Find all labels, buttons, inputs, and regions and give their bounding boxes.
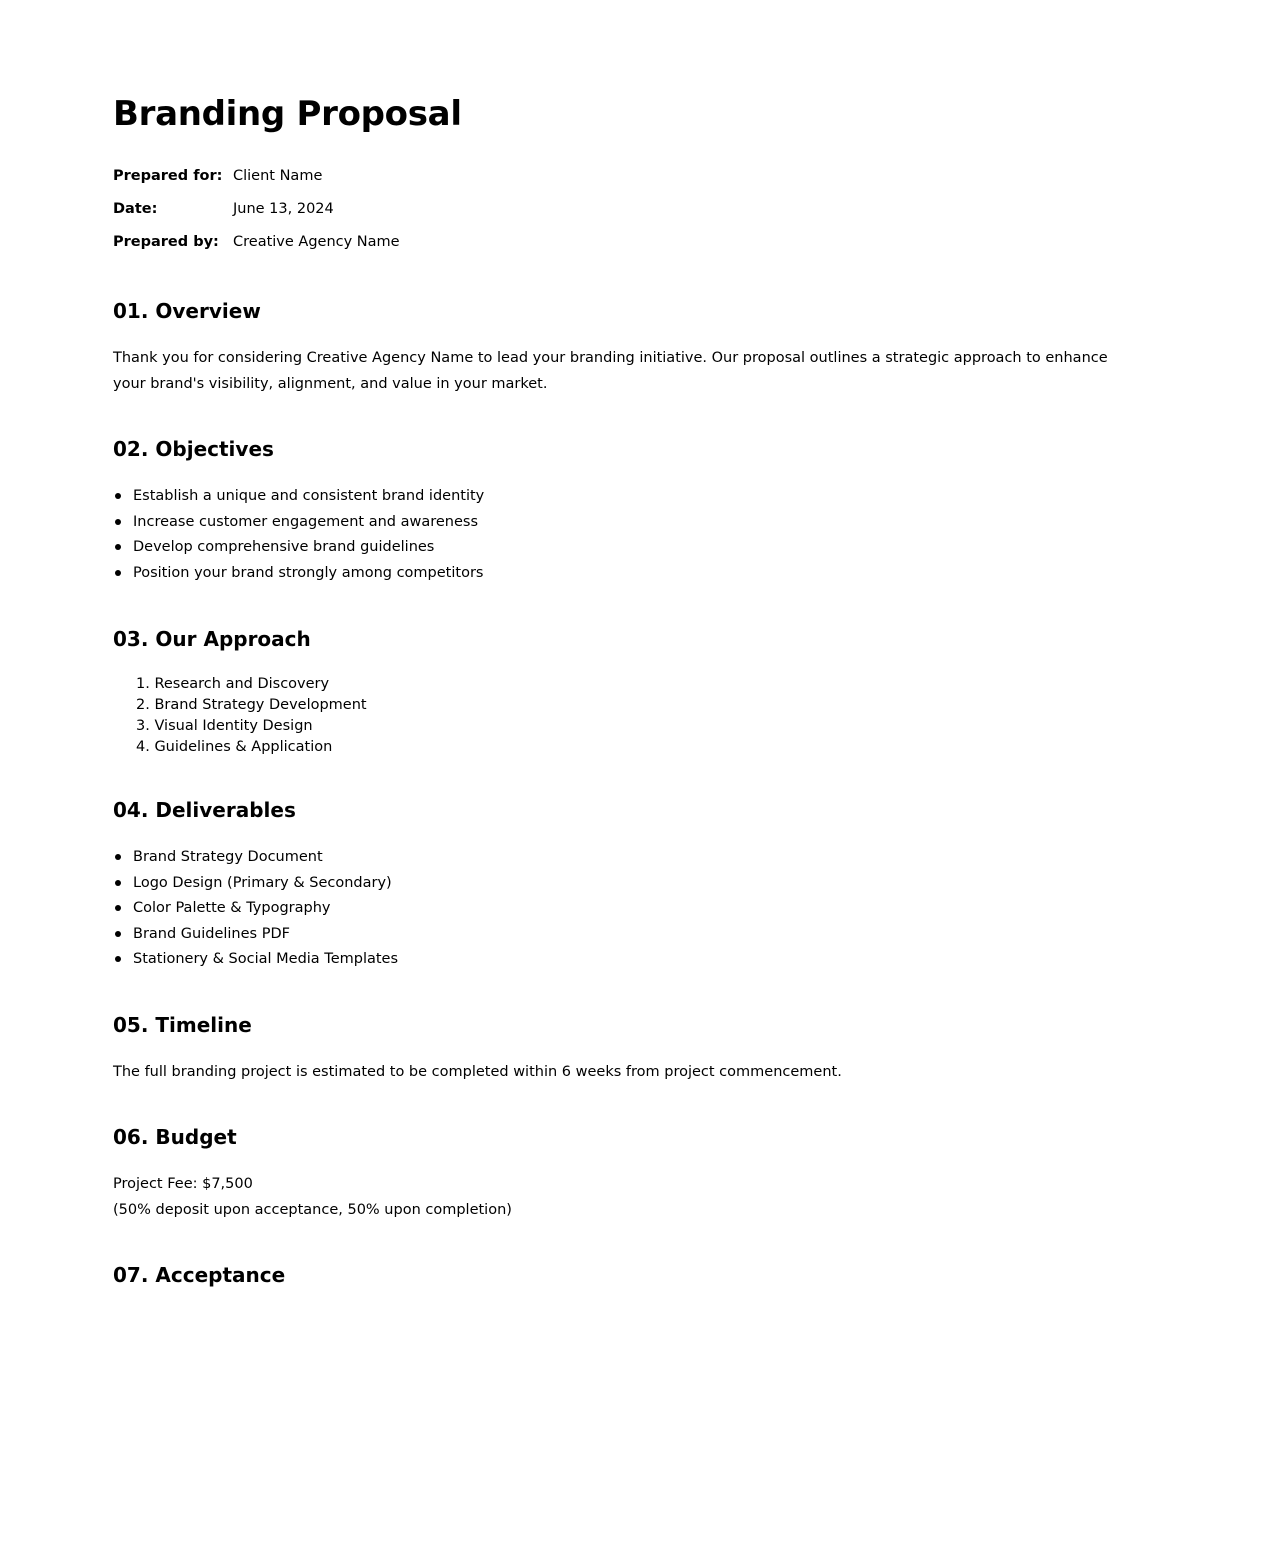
meta-prepared-for <box>113 166 322 186</box>
meta-value: Creative Agency Name <box>233 234 400 250</box>
list-item-text: Develop comprehensive brand guidelines <box>133 539 435 555</box>
timeline-paragraph: The full branding project is estimated to be completed within 6 weeks from project commencement. <box>113 1064 842 1080</box>
list-item: 3. Visual Identity Design <box>136 718 313 734</box>
bullet-icon <box>115 493 121 499</box>
list-item <box>113 898 398 924</box>
meta-date <box>113 199 334 219</box>
section-heading-overview: 01. Overview <box>113 299 261 323</box>
section-heading-deliverables: 04. Deliverables <box>113 798 296 822</box>
list-item-text: Color Palette & Typography <box>133 900 331 916</box>
list-item-text: Brand Strategy Document <box>133 849 323 865</box>
bullet-icon <box>115 905 121 911</box>
list-item <box>113 537 484 563</box>
list-item <box>113 512 484 538</box>
list-item: 4. Guidelines & Application <box>136 739 333 755</box>
bullet-icon <box>115 519 121 525</box>
meta-label: Prepared for: <box>113 168 223 184</box>
objectives-list <box>113 486 484 588</box>
list-item <box>113 949 398 975</box>
list-item: 1. Research and Discovery <box>136 676 330 692</box>
bullet-icon <box>115 570 121 576</box>
list-item: 2. Brand Strategy Development <box>136 697 367 713</box>
budget-terms: (50% deposit upon acceptance, 50% upon completion) <box>113 1202 512 1218</box>
bullet-icon <box>115 854 121 860</box>
bullet-icon <box>115 544 121 550</box>
list-item-text: Increase customer engagement and awareness <box>133 513 479 530</box>
section-heading-approach: 03. Our Approach <box>113 627 311 651</box>
meta-label: Prepared by: <box>113 234 219 250</box>
budget-fee: Project Fee: $7,500 <box>113 1176 253 1192</box>
approach-list <box>113 674 367 758</box>
meta-value: Client Name <box>233 168 323 184</box>
section-heading-budget: 06. Budget <box>113 1125 237 1149</box>
meta-label: Date: <box>113 201 158 217</box>
list-item-text: Brand Guidelines PDF <box>133 925 290 942</box>
list-item <box>113 486 484 512</box>
section-heading-timeline: 05. Timeline <box>113 1013 252 1037</box>
list-item-text: Position your brand strongly among competitors <box>133 564 484 581</box>
document-title: Branding Proposal <box>113 94 462 134</box>
list-item <box>113 563 484 589</box>
bullet-icon <box>115 931 121 937</box>
section-heading-acceptance: 07. Acceptance <box>113 1263 286 1287</box>
bullet-icon <box>115 880 121 886</box>
meta-value: June 13, 2024 <box>233 201 334 217</box>
section-heading-objectives: 02. Objectives <box>113 437 274 461</box>
list-item <box>113 924 398 950</box>
overview-paragraph: Thank you for considering Creative Agency Name to lead your branding initiative. Our proposal outlines a strategic approach to enhance your brand's visibility, alignment, and value in your market. <box>113 350 1108 392</box>
list-item-text: Logo Design (Primary & Secondary) <box>133 874 392 891</box>
deliverables-list <box>113 847 398 975</box>
list-item-text: Establish a unique and consistent brand identity <box>133 488 485 504</box>
list-item <box>113 847 398 873</box>
bullet-icon <box>115 956 121 962</box>
meta-prepared-by <box>113 232 400 252</box>
list-item-text: Stationery & Social Media Templates <box>133 951 399 967</box>
list-item <box>113 873 398 899</box>
